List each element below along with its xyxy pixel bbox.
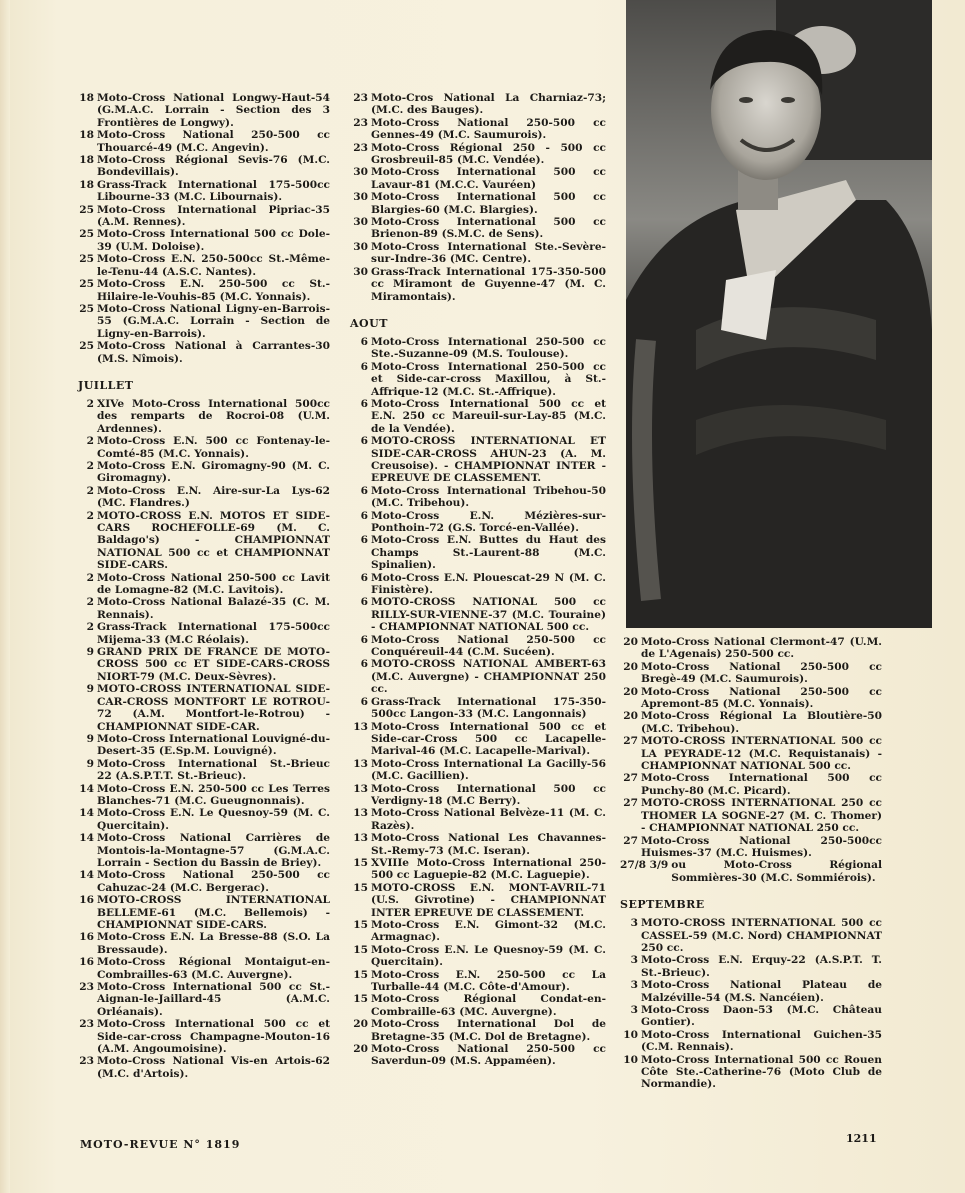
event-date: 23 bbox=[79, 1055, 94, 1068]
event-description: MOTO-CROSS NATIONAL 500 cc RILLY-SUR-VIENNE-37 (M.C. Touraine) - CHAMPIONNAT NATIONAL 500 cc. bbox=[371, 596, 606, 634]
event-entry bbox=[620, 735, 882, 772]
event-date: 10 bbox=[623, 1028, 638, 1041]
event-description: Moto-Cross National 250-500 cc Lavit de Lomagne-82 (M.C. Lavitois). bbox=[97, 571, 330, 597]
event-date: 9 bbox=[86, 683, 94, 696]
event-entry bbox=[78, 510, 330, 572]
event-description: Moto-Cross National Ligny-en-Barrois-55 (G.M.A.C. Lorrain - Section de Ligny-en-Barrois). bbox=[97, 302, 330, 340]
event-date: 2 bbox=[86, 571, 94, 584]
event-entry bbox=[78, 435, 330, 460]
event-date: 25 bbox=[79, 340, 94, 353]
event-entry bbox=[350, 398, 606, 435]
event-date: 25 bbox=[79, 253, 94, 266]
event-description: Moto-Cross International La Gacilly-56 (M.C. Gacillien). bbox=[371, 757, 606, 783]
event-date: 6 bbox=[360, 435, 368, 448]
event-date: 20 bbox=[623, 636, 638, 648]
rider-photo-image bbox=[626, 0, 932, 628]
event-description: Moto-Cross International 500 cc Dole-39 (U.M. Doloise). bbox=[97, 228, 330, 253]
event-date: 6 bbox=[360, 397, 368, 410]
event-description: Moto-Cross International 500 cc Blargies-60 (M.C. Blargies). bbox=[371, 191, 606, 216]
event-description: Moto-Cross Régional Montaigut-en-Combrailles-63 (M.C. Auvergne). bbox=[97, 956, 330, 981]
event-entry bbox=[78, 1055, 330, 1080]
event-description: MOTO-CROSS E.N. MONT-AVRIL-71 (U.S. Givrotine) - CHAMPIONNAT INTER EPREUVE DE CLASSEMENT. bbox=[371, 881, 606, 919]
event-description: Moto-Cross E.N. 250-500 cc St.-Hilaire-le-Vouhis-85 (M.C. Yonnais). bbox=[97, 278, 330, 303]
event-date: 18 bbox=[79, 178, 94, 191]
event-entry bbox=[78, 398, 330, 435]
event-date: 6 bbox=[360, 633, 368, 646]
event-entry bbox=[350, 241, 606, 266]
event-entry bbox=[350, 510, 606, 535]
event-date: 16 bbox=[79, 931, 94, 944]
event-description: Moto-Cross National 250-500 cc Bregè-49 (M.C. Saumurois). bbox=[641, 660, 882, 686]
event-description: XVIIIe Moto-Cross International 250-500 cc Laguepie-82 (M.C. Laguepie). bbox=[371, 856, 606, 882]
event-entry bbox=[78, 931, 330, 956]
event-description: MOTO-CROSS INTERNATIONAL 250 cc THOMER LA SOGNE-27 (M. C. Thomer) - CHAMPIONNAT NATIONAL 250 cc. bbox=[641, 797, 882, 835]
event-entry bbox=[350, 634, 606, 659]
event-date: 10 bbox=[623, 1053, 638, 1066]
event-entry bbox=[350, 534, 606, 571]
event-entry bbox=[78, 596, 330, 621]
event-description: Moto-Cross E.N. 500 cc Fontenay-le-Comté-85 (M.C. Yonnais). bbox=[97, 435, 330, 460]
event-description: MOTO-CROSS INTERNATIONAL 500 cc CASSEL-59 (M.C. Nord) CHAMPIONNAT 250 cc. bbox=[641, 917, 882, 954]
event-description: XIVe Moto-Cross International 500cc des remparts de Rocroi-08 (U.M. Ardennes). bbox=[97, 397, 330, 435]
event-date: 2 bbox=[86, 435, 94, 448]
event-date: 23 bbox=[353, 116, 368, 129]
event-date: 18 bbox=[79, 129, 94, 142]
event-description: MOTO-CROSS INTERNATIONAL SIDE-CAR-CROSS MONTFORT LE ROTROU-72 (A.M. Montfort-le-Rotrou) - CHAMPIONNAT SIDE-CAR. bbox=[97, 683, 330, 733]
event-entry bbox=[78, 204, 330, 229]
event-description: Moto-Cross National Balazé-35 (C. M. Rennais). bbox=[97, 596, 330, 621]
magazine-issue: MOTO-REVUE N° 1819 bbox=[80, 1138, 241, 1151]
event-description: Grass-Track International 175-350-500 cc Miramont de Guyenne-47 (M. C. Miramontais). bbox=[371, 265, 606, 303]
event-entry bbox=[78, 154, 330, 179]
event-date: 6 bbox=[360, 509, 368, 522]
event-entry bbox=[350, 832, 606, 857]
event-entry bbox=[620, 797, 882, 834]
event-description: Moto-Cross E.N. 250-500cc St.-Même-le-Tenu-44 (A.S.C. Nantes). bbox=[97, 253, 330, 278]
page-number: 1211 bbox=[846, 1132, 877, 1145]
event-description: MOTO-CROSS INTERNATIONAL 500 cc LA PEYRADE-12 (M.C. Requistanais) - CHAMPIONNAT NATIONAL 500 cc. bbox=[641, 735, 882, 773]
event-date: 16 bbox=[79, 894, 94, 907]
event-date: 6 bbox=[360, 571, 368, 584]
event-date: 2 bbox=[86, 621, 94, 634]
event-entry bbox=[78, 758, 330, 783]
month-heading-juillet: JUILLET bbox=[78, 378, 134, 392]
event-date: 6 bbox=[360, 360, 368, 373]
event-entry bbox=[620, 835, 882, 860]
event-entry bbox=[78, 485, 330, 510]
event-description: Moto-Cross International 500 cc et Side-car-Cross 500 cc Lacapelle-Marival-46 (M.C. Lacapelle-Marival). bbox=[371, 720, 606, 758]
event-description: Moto-Cross National 250-500 cc Saverdun-09 (M.S. Appaméen). bbox=[371, 1043, 606, 1068]
event-date: 3 bbox=[630, 1003, 638, 1016]
event-description: Moto-Cross National Belvèze-11 (M. C. Razès). bbox=[371, 807, 606, 832]
event-entry bbox=[620, 661, 882, 686]
event-entry bbox=[350, 92, 606, 117]
event-date: 15 bbox=[353, 856, 368, 869]
event-entry bbox=[78, 621, 330, 646]
event-entry bbox=[350, 696, 606, 721]
event-entry bbox=[78, 253, 330, 278]
event-entry bbox=[350, 142, 606, 167]
event-date: 30 bbox=[353, 191, 368, 204]
event-date: 23 bbox=[79, 981, 94, 994]
event-date: 30 bbox=[353, 265, 368, 278]
month-heading-aout: AOUT bbox=[350, 316, 388, 330]
event-date: 14 bbox=[79, 869, 94, 882]
event-date: 15 bbox=[353, 919, 368, 931]
event-entry bbox=[78, 303, 330, 340]
calendar-column-1 bbox=[78, 92, 330, 1080]
event-entry bbox=[350, 721, 606, 758]
event-entry bbox=[350, 266, 606, 303]
event-entry bbox=[78, 869, 330, 894]
calendar-column-2 bbox=[350, 92, 606, 1068]
event-description: Moto-Cross E.N. Erquy-22 (A.S.P.T. T. St.-Brieuc). bbox=[641, 954, 882, 979]
event-date: 2 bbox=[86, 459, 94, 472]
event-description: Moto-Cross E.N. Aire-sur-La Lys-62 (MC. Flandres.) bbox=[97, 484, 330, 510]
event-entry bbox=[350, 216, 606, 241]
event-date: 13 bbox=[353, 720, 368, 733]
event-description: Moto-Cross International Tribehou-50 (M.C. Tribehou). bbox=[371, 484, 606, 510]
event-date: 15 bbox=[353, 993, 368, 1006]
event-entry bbox=[78, 228, 330, 253]
event-description: Moto-Cross National à Carrantes-30 (M.S. Nîmois). bbox=[97, 340, 330, 365]
event-date: 14 bbox=[79, 782, 94, 795]
entries-septembre bbox=[620, 917, 882, 1091]
event-date: 9 bbox=[86, 757, 94, 770]
entries-juillet bbox=[78, 398, 330, 1080]
event-entry bbox=[78, 783, 330, 808]
event-entry bbox=[350, 969, 606, 994]
event-entry bbox=[78, 92, 330, 129]
event-description: Moto-Cross E.N. 250-500 cc Les Terres Blanches-71 (M.C. Gueugnonnais). bbox=[97, 782, 330, 807]
event-date: 13 bbox=[353, 832, 368, 845]
event-date: 20 bbox=[623, 660, 638, 673]
event-description: MOTO-CROSS NATIONAL AMBERT-63 (M.C. Auvergne) - CHAMPIONNAT 250 cc. bbox=[371, 658, 606, 696]
event-description: Moto-Cross Régional La Bloutière-50 (M.C. Tribehou). bbox=[641, 710, 882, 735]
event-entry bbox=[350, 117, 606, 142]
event-entry bbox=[350, 485, 606, 510]
event-description: Moto-Cross E.N. Le Quesnoy-59 (M. C. Quercitain). bbox=[371, 943, 606, 969]
event-description: Moto-Cross E.N. Buttes du Haut des Champs St.-Laurent-88 (M.C. Spinalien). bbox=[371, 534, 606, 572]
event-date: 14 bbox=[79, 832, 94, 845]
event-date: 6 bbox=[360, 596, 368, 609]
event-entry bbox=[350, 857, 606, 882]
event-description: Moto-Cross E.N. Giromagny-90 (M. C. Giromagny). bbox=[97, 459, 330, 485]
event-date: 30 bbox=[353, 240, 368, 253]
event-entry bbox=[620, 636, 882, 661]
event-entry bbox=[620, 979, 882, 1004]
event-date: 25 bbox=[79, 302, 94, 315]
event-date: 27 bbox=[623, 772, 638, 785]
event-description: Moto-Cross International 500 cc St.-Aignan-le-Jaillard-45 (A.M.C. Orléanais). bbox=[97, 981, 330, 1018]
event-entry bbox=[78, 1018, 330, 1055]
event-entry bbox=[78, 956, 330, 981]
event-description: Moto-Cross International St.-Brieuc 22 (A.S.P.T.T. St.-Brieuc). bbox=[97, 757, 330, 783]
event-description: Moto-Cross E.N. Plouescat-29 N (M. C. Finistère). bbox=[371, 571, 606, 597]
page-edge bbox=[0, 0, 10, 1193]
event-date: 27 bbox=[623, 797, 638, 810]
event-entry bbox=[350, 919, 606, 944]
event-entry bbox=[350, 758, 606, 783]
event-entry bbox=[350, 166, 606, 191]
event-description: Moto-Cross Régional Condat-en-Combraille-63 (MC. Auvergne). bbox=[371, 993, 606, 1018]
event-entry bbox=[78, 179, 330, 204]
event-entry bbox=[78, 832, 330, 869]
event-date: 2 bbox=[86, 397, 94, 410]
event-description: Moto-Cros National La Charniaz-73; (M.C. des Bauges). bbox=[371, 92, 606, 117]
event-date: 6 bbox=[360, 695, 368, 708]
event-date: 27 bbox=[623, 735, 638, 748]
event-description: Moto-Cross International 500 cc et E.N. 250 cc Mareuil-sur-Lay-85 (M.C. de la Vendée). bbox=[371, 397, 606, 435]
event-entry bbox=[620, 686, 882, 711]
event-date: 20 bbox=[623, 710, 638, 723]
entries-aout-cont bbox=[620, 636, 882, 884]
event-date: 6 bbox=[360, 335, 368, 348]
event-description: Moto-Cross E.N. 250-500 cc La Turballe-44 (M.C. Côte-d'Amour). bbox=[371, 968, 606, 994]
event-date: 23 bbox=[353, 141, 368, 154]
event-date: 23 bbox=[79, 1018, 94, 1031]
event-entry bbox=[78, 129, 330, 154]
event-description: Moto-Cross National 250-500 cc Gennes-49 (M.C. Saumurois). bbox=[371, 116, 606, 142]
event-date: 18 bbox=[79, 154, 94, 167]
event-date: 9 bbox=[86, 646, 94, 659]
entries-aout bbox=[350, 336, 606, 1068]
entries-juillet-cont bbox=[350, 92, 606, 303]
event-date: 6 bbox=[360, 658, 368, 671]
event-entry bbox=[78, 340, 330, 365]
event-description: Moto-Cross Régional Sevis-76 (M.C. Bondevillais). bbox=[97, 154, 330, 179]
event-description: Moto-Cross International Ste.-Sevère-sur-Indre-36 (MC. Centre). bbox=[371, 240, 606, 266]
event-description: Moto-Cross Daon-53 (M.C. Château Gontier). bbox=[641, 1003, 882, 1029]
event-date: 30 bbox=[353, 216, 368, 229]
event-description: Moto-Cross E.N. Mézières-sur-Ponthoin-72 (G.S. Torcé-en-Vallée). bbox=[371, 509, 606, 534]
event-entry bbox=[78, 733, 330, 758]
event-entry bbox=[350, 1043, 606, 1068]
event-description: Moto-Cross National 250-500 cc Cahuzac-24 (M.C. Bergerac). bbox=[97, 869, 330, 894]
event-entry bbox=[350, 993, 606, 1018]
event-entry bbox=[350, 596, 606, 633]
event-description: Moto-Cross International Dol de Bretagne-35 (M.C. Dol de Bretagne). bbox=[371, 1018, 606, 1043]
event-description: Moto-Cross International 500 cc Brienon-89 (S.M.C. de Sens). bbox=[371, 216, 606, 241]
event-entry bbox=[350, 882, 606, 919]
event-date: 20 bbox=[623, 685, 638, 698]
event-date: 20 bbox=[353, 1043, 368, 1056]
event-description: Moto-Cross National 250-500cc Huismes-37 (M.C. Huismes). bbox=[641, 834, 882, 859]
event-date: 6 bbox=[360, 534, 368, 547]
event-entry bbox=[78, 278, 330, 303]
event-date: 18 bbox=[79, 92, 94, 104]
event-entry bbox=[350, 361, 606, 398]
event-date: 14 bbox=[79, 807, 94, 820]
event-entry bbox=[620, 772, 882, 797]
event-date: 3 bbox=[630, 979, 638, 992]
event-date: 3 bbox=[630, 917, 638, 930]
calendar-column-3 bbox=[620, 636, 882, 1091]
event-entry bbox=[350, 658, 606, 695]
event-entry bbox=[350, 572, 606, 597]
event-date: 13 bbox=[353, 757, 368, 770]
event-date: 15 bbox=[353, 968, 368, 981]
event-entry bbox=[350, 336, 606, 361]
event-entry bbox=[78, 572, 330, 597]
event-entry bbox=[78, 807, 330, 832]
event-description: GRAND PRIX DE FRANCE DE MOTO-CROSS 500 cc ET SIDE-CARS-CROSS NIORT-79 (M.C. Deux-Sèvres). bbox=[97, 646, 330, 683]
event-description: Moto-Cross National 250-500 cc Thouarcé-49 (M.C. Angevin). bbox=[97, 129, 330, 154]
event-date: 2 bbox=[86, 509, 94, 522]
event-description: Moto-Cross International Pipriac-35 (A.M. Rennes). bbox=[97, 203, 330, 229]
event-entry bbox=[78, 460, 330, 485]
event-entry bbox=[350, 783, 606, 808]
event-date: 13 bbox=[353, 782, 368, 795]
event-entry bbox=[350, 1018, 606, 1043]
event-description: Moto-Cross National Longwy-Haut-54 (G.M.A.C. Lorrain - Section des 3 Frontières de Longwy). bbox=[97, 92, 330, 129]
event-description: Moto-Cross International 500 cc Punchy-80 (M.C. Picard). bbox=[641, 772, 882, 797]
event-description: Moto-Cross E.N. Gimont-32 (M.C. Armagnac). bbox=[371, 919, 606, 944]
event-entry bbox=[78, 894, 330, 931]
event-description: Grass-Track International 175-500cc Mijema-33 (M.C Réolais). bbox=[97, 621, 330, 646]
event-entry bbox=[620, 917, 882, 954]
event-description: Moto-Cross E.N. La Bresse-88 (S.O. La Bressaude). bbox=[97, 931, 330, 956]
event-description: Moto-Cross International Guichen-35 (C.M. Rennais). bbox=[641, 1028, 882, 1054]
event-description: MOTO-CROSS INTERNATIONAL BELLEME-61 (M.C. Bellemois) - CHAMPIONNAT SIDE-CARS. bbox=[97, 894, 330, 931]
event-entry bbox=[78, 646, 330, 683]
event-date: 2 bbox=[86, 596, 94, 609]
event-description: Moto-Cross National Plateau de Malzéville-54 (M.S. Nancéien). bbox=[641, 979, 882, 1004]
event-entry bbox=[350, 807, 606, 832]
event-date: 16 bbox=[79, 956, 94, 969]
event-date: 27/8 3/9 bbox=[620, 859, 669, 872]
event-entry bbox=[620, 710, 882, 735]
event-description: Moto-Cross National 250-500 cc Conquéreuil-44 (C.M. Sucéen). bbox=[371, 633, 606, 659]
event-description: Moto-Cross National 250-500 cc Apremont-85 (M.C. Yonnais). bbox=[641, 685, 882, 711]
event-date: 9 bbox=[86, 732, 94, 745]
event-description: Moto-Cross International 500 cc Rouen Côte Ste.-Catherine-76 (Moto Club de Normandie). bbox=[641, 1053, 882, 1091]
event-description: Moto-Cross International 500 cc Lavaur-81 (M.C.C. Vauréen) bbox=[371, 166, 606, 191]
event-description: Moto-Cross International 500 cc Verdigny-18 (M.C Berry). bbox=[371, 782, 606, 807]
event-description: Grass-Track International 175-350-500cc Langon-33 (M.C. Langonnais) bbox=[371, 695, 606, 721]
event-description: MOTO-CROSS INTERNATIONAL ET SIDE-CAR-CROSS AHUN-23 (A. M. Creusoise). - CHAMPIONNAT INTER - EPREUVE DE CLASSEMENT. bbox=[371, 435, 606, 485]
event-entry bbox=[620, 859, 882, 884]
event-description: Moto-Cross International Louvigné-du-Desert-35 (E.Sp.M. Louvigné). bbox=[97, 732, 330, 758]
event-description: Moto-Cross National Clermont-47 (U.M. de L'Agenais) 250-500 cc. bbox=[641, 636, 882, 661]
event-description: Moto-Cross International 500 cc et Side-car-cross Champagne-Mouton-16 (A.M. Angoumoisine). bbox=[97, 1018, 330, 1056]
event-description: Moto-Cross National Les Chavannes-St.-Remy-73 (M.C. Iseran). bbox=[371, 832, 606, 857]
event-date: 25 bbox=[79, 203, 94, 216]
event-entry bbox=[620, 1004, 882, 1029]
event-date: 3 bbox=[630, 954, 638, 967]
event-description: MOTO-CROSS E.N. MOTOS ET SIDE-CARS ROCHEFOLLE-69 (M. C. Baldago's) - CHAMPIONNAT NATIONAL 500 cc et CHAMPIONNAT SIDE-CARS. bbox=[97, 509, 330, 572]
event-description: Moto-Cross E.N. Le Quesnoy-59 (M. C. Quercitain). bbox=[97, 807, 330, 832]
month-heading-septembre: SEPTEMBRE bbox=[620, 898, 705, 912]
event-entry bbox=[350, 435, 606, 485]
event-description: Moto-Cross Régional 250 - 500 cc Grosbreuil-85 (M.C. Vendée). bbox=[371, 141, 606, 167]
event-date: 6 bbox=[360, 484, 368, 497]
event-description: Moto-Cross National Vis-en Artois-62 (M.C. d'Artois). bbox=[97, 1055, 330, 1080]
entries-june bbox=[78, 92, 330, 365]
event-date: 25 bbox=[79, 228, 94, 241]
event-entry bbox=[620, 954, 882, 979]
event-date: 15 bbox=[353, 943, 368, 956]
event-date: 30 bbox=[353, 166, 368, 179]
event-entry bbox=[78, 981, 330, 1018]
event-date: 15 bbox=[353, 881, 368, 894]
event-date: 23 bbox=[353, 92, 368, 104]
event-entry bbox=[350, 191, 606, 216]
event-description: Moto-Cross International 250-500 cc Ste.-Suzanne-09 (M.S. Toulouse). bbox=[371, 335, 606, 361]
event-entry bbox=[620, 1054, 882, 1091]
event-description: Moto-Cross International 250-500 cc et Side-car-cross Maxillou, à St.-Affrique-12 (M.C. St.-Affrique). bbox=[371, 360, 606, 398]
event-date: 27 bbox=[623, 834, 638, 847]
event-entry bbox=[620, 1029, 882, 1054]
event-description: ou Moto-Cross Régional Sommières-30 (M.C. Sommiérois). bbox=[671, 859, 882, 884]
event-description: Moto-Cross National Carrières de Montois-la-Montagne-57 (G.M.A.C. Lorrain - Section du Bassin de Briey). bbox=[97, 832, 330, 869]
event-entry bbox=[78, 683, 330, 733]
event-date: 2 bbox=[86, 484, 94, 497]
event-date: 13 bbox=[353, 807, 368, 820]
event-description: Grass-Track International 175-500cc Libourne-33 (M.C. Libournais). bbox=[97, 178, 330, 204]
rider-photo bbox=[626, 0, 932, 628]
event-date: 25 bbox=[79, 278, 94, 291]
event-entry bbox=[350, 944, 606, 969]
event-date: 20 bbox=[353, 1018, 368, 1031]
